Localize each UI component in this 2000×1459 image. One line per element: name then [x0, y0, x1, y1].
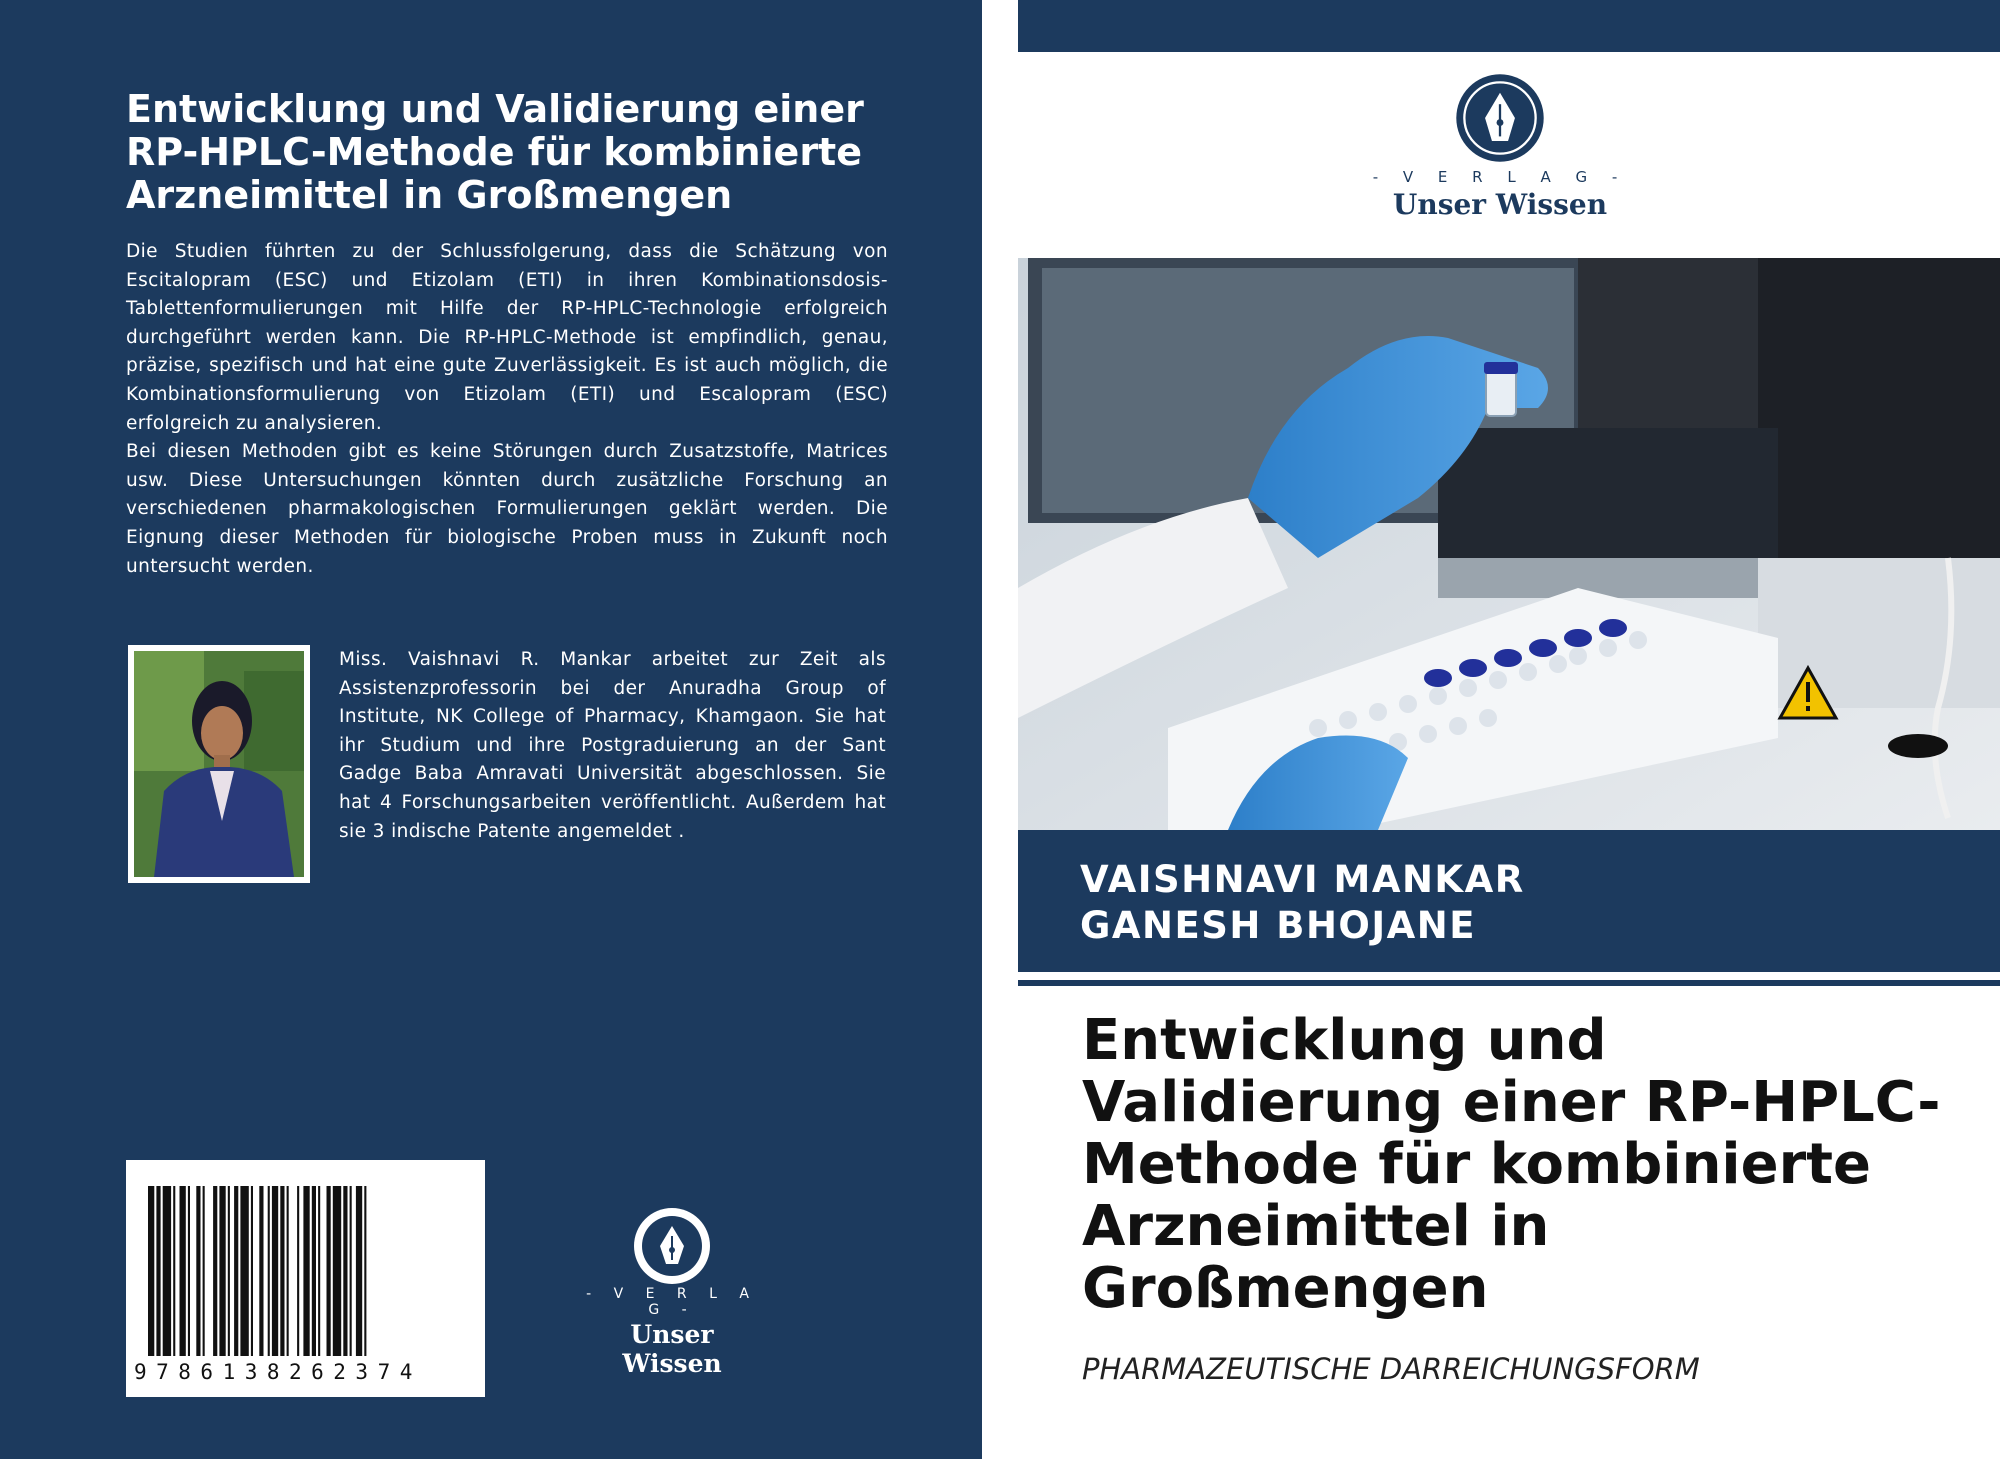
series-label: PHARMAZEUTISCHE DARREICHUNGSFORM: [1082, 1352, 1700, 1386]
barcode-bar: [333, 1186, 341, 1356]
isbn-barcode: [126, 1160, 485, 1397]
barcode-digits: 9786138262374: [134, 1360, 422, 1384]
barcode-bar: [228, 1186, 230, 1356]
barcode-bar: [180, 1186, 186, 1356]
barcode-bar: [219, 1186, 225, 1356]
barcode-bar: [259, 1186, 263, 1356]
barcode-bar: [188, 1186, 190, 1356]
front-cover-title: Entwicklung und Validierung einer RP-HPLC-Methode für kombinierte Arzneimittel in Großmengen: [1082, 1008, 1941, 1321]
barcode-bar: [364, 1186, 366, 1356]
fountain-pen-nib-icon: [1454, 72, 1546, 164]
cover-photo: [1018, 258, 2000, 830]
barcode-bar: [297, 1186, 299, 1356]
author-name-2: GANESH BHOJANE: [1080, 904, 1477, 947]
front-top-bar: [1018, 0, 2000, 52]
author-photo: [128, 645, 310, 883]
back-cover: [0, 0, 982, 1459]
back-cover-title: Entwicklung und Validierung einer RP-HPLC-Methode für kombinierte Arzneimittel in Großmengen: [126, 87, 864, 217]
author-bio: Miss. Vaishnavi R. Mankar arbeitet zur Zeit als Assistenzprofessorin bei der Anuradha Group of Institute, NK College of Pharmacy, Khamgaon. Sie hat ihr Studium und ihre Postgraduierung an der Sant Gadge Baba Amravati Universität abgeschlossen. Sie hat 4 Forschungsarbeiten veröffentlicht. Außerdem hat sie 3 indische Patente angemeldet .: [339, 649, 886, 842]
barcode-bar: [173, 1186, 175, 1356]
barcode-bar: [156, 1186, 160, 1356]
barcode-bar: [272, 1186, 278, 1356]
back-publisher-logo: [582, 1206, 762, 1378]
back-cover-blurb: [126, 238, 888, 581]
authors-band: [1018, 830, 2000, 972]
barcode-bar: [148, 1186, 154, 1356]
front-logo-name: Unser Wissen: [1392, 188, 1608, 221]
barcode-bar: [163, 1186, 171, 1356]
barcode-bar: [312, 1186, 316, 1356]
barcode-bar: [318, 1186, 320, 1356]
barcode-bar: [251, 1186, 253, 1356]
barcode-bar: [343, 1186, 347, 1356]
back-logo-verlag: - V E R L A G -: [586, 1286, 758, 1318]
front-divider: [1018, 980, 2000, 986]
barcode-bar: [350, 1186, 352, 1356]
fountain-pen-nib-icon: [632, 1206, 712, 1286]
front-publisher-logo: [1370, 72, 1630, 222]
barcode-bar: [287, 1186, 289, 1356]
barcode-bar: [303, 1186, 309, 1356]
barcode-bar: [268, 1186, 270, 1356]
barcode-bar: [203, 1186, 205, 1356]
back-logo-name: Unser Wissen: [622, 1320, 722, 1378]
barcode-bar: [280, 1186, 284, 1356]
front-logo-verlag: - V E R L A G -: [1372, 168, 1628, 186]
barcode-bar: [327, 1186, 331, 1356]
barcode-bar: [240, 1186, 248, 1356]
blurb-paragraph-1: Die Studien führten zu der Schlussfolgerung, dass die Schätzung von Escitalopram (ESC) und Etizolam (ETI) in ihren Kombinationsdosis-Tablettenformulierungen mit Hilfe der RP-HPLC-Technologie erfolgreich durchgeführt werden kann. Die RP-HPLC-Methode ist empfindlich, genau, präzise, spezifisch und hat eine gute Zuverlässigkeit. Es ist auch möglich, die Kombinationsformulierung von Etizolam (ETI) und Escalopram (ESC) erfolgreich zu analysieren.: [126, 241, 888, 434]
barcode-bar: [213, 1186, 217, 1356]
blurb-paragraph-2: Bei diesen Methoden gibt es keine Störungen durch Zusatzstoffe, Matrices usw. Diese Untersuchungen könnten durch zusätzliche Forschung an verschiedenen pharmakologischen Formulierungen geklärt werden. Die Eignung dieser Methoden für biologische Proben muss in Zukunft noch untersucht werden.: [126, 441, 888, 577]
barcode-bar: [196, 1186, 200, 1356]
barcode-bar: [356, 1186, 362, 1356]
spine: [982, 0, 1018, 1459]
author-name-1: VAISHNAVI MANKAR: [1080, 858, 1525, 901]
barcode-bar: [234, 1186, 238, 1356]
